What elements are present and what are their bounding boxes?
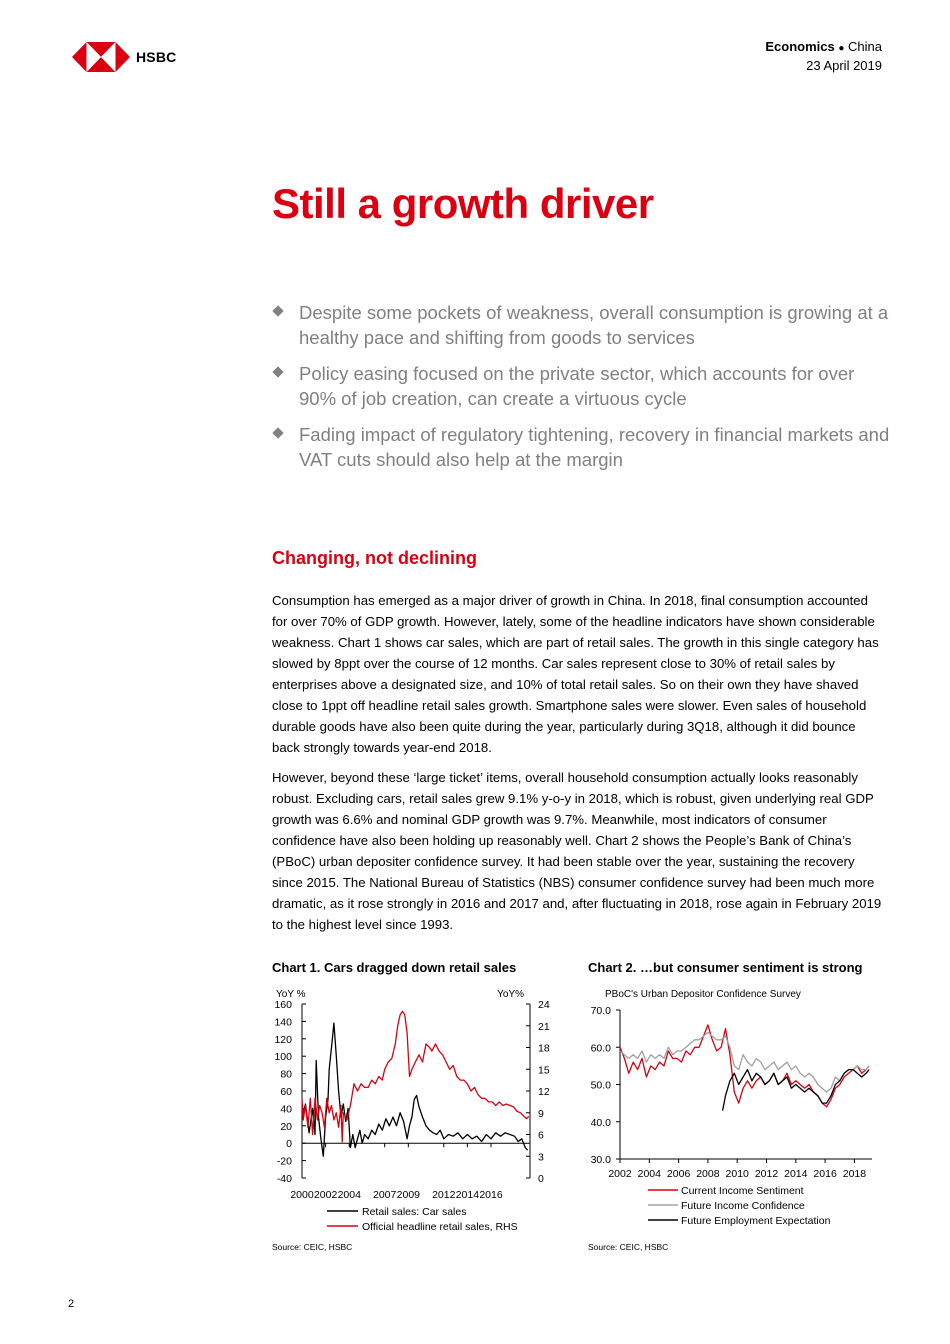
chart-1-x-tick-label: 2000 [290,1189,314,1201]
chart-2-x-tick-label: 2014 [784,1168,808,1180]
chart-1-left-tick-label: -40 [276,1173,292,1185]
chart-1-left-tick-label: 160 [274,999,292,1011]
chart-1-series-line [302,1011,529,1142]
chart-1-right-tick-label: 12 [538,1086,550,1098]
chart-1-left-axis-label: YoY % [276,989,306,1000]
chart-2-y-tick-label: 60.0 [590,1042,611,1055]
chart-1-left-tick-label: 100 [274,1051,292,1064]
chart-2-y-tick-label: 50.0 [590,1079,611,1092]
chart-1-x-tick-label: 2012 [432,1189,456,1201]
header-section: Economics [765,39,835,54]
chart-2-x-tick-label: 2012 [754,1168,779,1180]
chart-1-left-tick-label: -20 [276,1155,292,1168]
header-bullet-separator: ● [838,43,845,54]
summary-bullet-text: Despite some pockets of weakness, overall consumption is growing at a healthy pace and shifting from goods to services [299,302,889,348]
chart-1-series-line [302,1023,528,1156]
hsbc-logo [72,42,176,72]
chart-2-y-tick-label: 30.0 [590,1154,611,1166]
chart-2-x-tick-label: 2008 [696,1168,720,1180]
diamond-bullet-icon [272,366,283,377]
chart-2-series-line [620,1032,869,1092]
diamond-bullet-icon [272,305,283,316]
chart-2-legend-label: Current Income Sentiment [681,1185,804,1197]
header-region: China [848,39,882,54]
chart-1-left-tick-label: 80 [280,1068,292,1081]
diamond-bullet-icon [272,427,283,438]
chart-1-x-tick-label: 2009 [396,1189,421,1201]
summary-bullets [272,300,892,483]
chart-2-y-tick-label: 40.0 [590,1116,611,1129]
chart-1-source: Source: CEIC, HSBC [272,1242,353,1252]
page-title: Still a growth driver [272,180,654,227]
chart-2 [588,960,888,1252]
chart-1-x-tick-label: 2007 [373,1189,397,1201]
header-meta [765,38,882,74]
body-paragraph: Consumption has emerged as a major driver of growth in China. In 2018, final consumption accounted for over 70% of GDP growth. However, lately, some of the headline indicators have shown considerable weakness. Chart 1 shows car sales, which are part of retail sales. The growth in this single category has slowed by 8ppt over the course of 12 months. Car sales represent close to 30% of retail sales by enterprises above a designated size, and 10% of total retail sales. So on their own they have shaved close to 1ppt off headline retail sales growth. Smartphone sales were slower. Even sales of household durable goods have also been quite during the year, particularly during 3Q18, although it did bounce back strongly towards year-end 2018. [272,593,879,755]
chart-1-right-tick-label: 24 [538,999,550,1011]
section-heading: Changing, not declining [272,548,477,568]
chart-2-x-tick-label: 2018 [842,1168,867,1180]
logo-text: HSBC [136,49,177,65]
chart-1-left-tick-label: 0 [286,1138,292,1151]
chart-2-x-tick-label: 2016 [813,1168,837,1180]
summary-bullet-text: Fading impact of regulatory tightening, recovery in financial markets and VAT cuts should also help at the margin [299,424,890,470]
chart-1-right-tick-label: 21 [538,1020,550,1033]
chart-2-title: Chart 2. …but consumer sentiment is strong [588,960,863,975]
body-text [272,590,884,944]
chart-2-y-tick-label: 70.0 [590,1005,611,1017]
chart-1-right-axis-label: YoY% [497,989,524,1000]
chart-1-x-tick-label: 2004 [337,1189,361,1201]
chart-1-left-tick-label: 140 [274,1016,292,1029]
chart-2-series-line [723,1070,870,1111]
chart-2-legend-label: Future Employment Expectation [681,1215,831,1227]
chart-1-x-tick-label: 2016 [479,1189,503,1201]
chart-1-title: Chart 1. Cars dragged down retail sales [272,960,517,975]
chart-2-x-tick-label: 2002 [608,1168,632,1180]
chart-2-svg [588,980,888,1256]
chart-1-right-tick-label: 6 [538,1129,544,1142]
chart-1-svg [272,980,562,1256]
body-paragraph: However, beyond these ‘large ticket’ items, overall household consumption actually looks reasonably robust. Excluding cars, retail sales grew 9.1% y-o-y in 2018, which is robust, given underlying real GDP growth was 6.6% and nominal GDP growth was 9.7%. Meanwhile, most indicators of consumer confidence have also been holding up reasonably well. Chart 2 shows the People’s Bank of China’s (PBoC) urban depositer confidence survey. It had been stable over the year, sustaining the recovery since 2015. The National Bureau of Statistics (NBS) consumer confidence survey had been much more dramatic, as it rose strongly in 2016 and 2017 and, after fluctuating in 2018, rose again in February 2019 to the highest level since 1993. [272,770,882,932]
chart-1-left-tick-label: 40 [280,1103,292,1116]
chart-2-x-tick-label: 2004 [637,1168,661,1180]
chart-1-x-tick-label: 2014 [455,1189,480,1201]
summary-bullet [272,300,892,350]
chart-1-x-tick-label: 2002 [313,1189,338,1201]
chart-1-left-tick-label: 60 [280,1086,292,1098]
summary-bullet [272,422,892,472]
chart-1-left-tick-label: 120 [274,1033,292,1046]
header-date: 23 April 2019 [806,58,882,73]
chart-2-source: Source: CEIC, HSBC [588,1242,669,1252]
summary-bullet [272,361,892,411]
chart-2-legend-label: Future Income Confidence [681,1200,805,1212]
chart-1-right-tick-label: 3 [538,1151,544,1164]
chart-1-right-tick-label: 15 [538,1064,550,1077]
chart-2-x-tick-label: 2006 [666,1168,691,1180]
page-number: 2 [68,1298,75,1310]
chart-1-left-tick-label: 20 [280,1120,292,1133]
chart-1-right-tick-label: 9 [538,1107,544,1120]
chart-1-legend-label: Official headline retail sales, RHS [362,1221,518,1233]
chart-1-right-tick-label: 0 [538,1173,544,1185]
chart-1-legend-label: Retail sales: Car sales [362,1206,467,1218]
chart-1-right-tick-label: 18 [538,1042,550,1055]
chart-1 [272,960,562,1252]
summary-bullet-text: Policy easing focused on the private sector, which accounts for over 90% of job creation, can create a virtuous cycle [299,363,855,409]
chart-2-x-tick-label: 2010 [725,1168,749,1180]
hsbc-hexagon-icon [72,42,130,72]
chart-2-subtitle: PBoC's Urban Depositor Confidence Survey [605,989,801,1000]
